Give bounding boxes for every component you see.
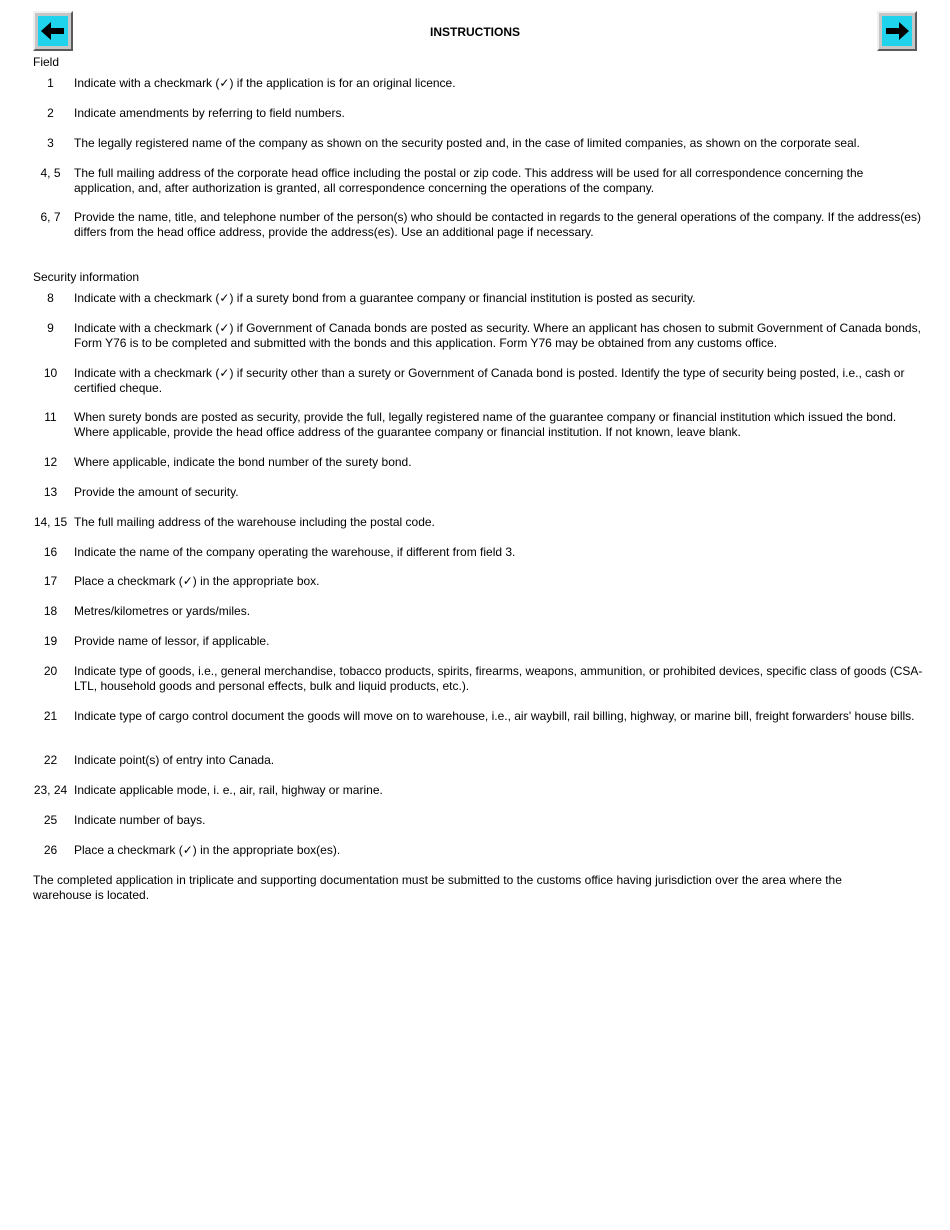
field-item-18 bbox=[33, 604, 923, 619]
field-description: Provide the amount of security. bbox=[74, 485, 239, 499]
field-number: 26 bbox=[43, 843, 58, 857]
field-item-21 bbox=[33, 709, 923, 724]
forward-button-face bbox=[882, 16, 912, 46]
field-description: Indicate with a checkmark (✓) if Government of Canada bonds are posted as security. Where an applicant has chosen to submit Government of Canada bonds, Form Y76 is to be completed and submitted with the bonds and this application. Form Y76 may be obtained from any customs office. bbox=[74, 321, 921, 350]
field-number: 19 bbox=[43, 634, 58, 648]
field-item-1 bbox=[33, 76, 923, 91]
field-item-26 bbox=[33, 843, 923, 858]
field-item-11 bbox=[33, 410, 923, 440]
field-description: Metres/kilometres or yards/miles. bbox=[74, 604, 251, 618]
field-description: Indicate the name of the company operating the warehouse, if different from field 3. bbox=[74, 545, 516, 559]
field-number: 3 bbox=[47, 136, 54, 150]
field-number: 21 bbox=[43, 709, 58, 723]
security-section-heading: Security information bbox=[33, 270, 140, 284]
field-number: 12 bbox=[43, 455, 58, 469]
field-number: 20 bbox=[43, 664, 58, 678]
field-description: Indicate with a checkmark (✓) if security other than a surety or Government of Canada bond is posted. Identify the type of security being posted, i.e., cash or certified cheque. bbox=[74, 366, 905, 395]
field-number: 9 bbox=[47, 321, 54, 335]
field-item-6-7 bbox=[33, 210, 923, 240]
field-item-12 bbox=[33, 455, 923, 470]
field-description: Indicate with a checkmark (✓) if the application is for an original licence. bbox=[74, 76, 456, 90]
field-item-19 bbox=[33, 634, 923, 649]
field-number: 1 bbox=[47, 76, 54, 90]
field-number: 23, 24 bbox=[33, 783, 68, 797]
arrow-right-icon bbox=[884, 20, 910, 42]
field-item-10 bbox=[33, 366, 923, 396]
field-description: Indicate type of goods, i.e., general merchandise, tobacco products, spirits, firearms, weapons, ammunition, or prohibited devices, specific class of goods (CSA-LTL, household goods and personal effects, bulk and liquid products, etc.). bbox=[74, 664, 923, 693]
field-number: 16 bbox=[43, 545, 58, 559]
field-number: 25 bbox=[43, 813, 58, 827]
field-number: 18 bbox=[43, 604, 58, 618]
field-number: 17 bbox=[43, 574, 58, 588]
forward-button[interactable] bbox=[877, 11, 917, 51]
field-item-16 bbox=[33, 545, 923, 560]
field-number: 10 bbox=[43, 366, 58, 380]
field-number: 4, 5 bbox=[40, 166, 61, 180]
field-description: Provide the name, title, and telephone number of the person(s) who should be contacted in regards to the general operations of the company. If the address(es) differs from the head office address, provide the address(es). Use an additional page if necessary. bbox=[74, 210, 921, 239]
page-title: INSTRUCTIONS bbox=[430, 25, 520, 39]
field-number: 22 bbox=[43, 753, 58, 767]
field-item-22 bbox=[33, 753, 923, 768]
field-item-13 bbox=[33, 485, 923, 500]
field-description: The full mailing address of the warehouse including the postal code. bbox=[74, 515, 435, 529]
field-item-4-5 bbox=[33, 166, 923, 196]
closing-paragraph: The completed application in triplicate and supporting documentation must be submitted to the customs office having jurisdiction over the area where the warehouse is located. bbox=[33, 873, 842, 902]
field-description: The legally registered name of the company as shown on the security posted and, in the case of limited companies, as shown on the corporate seal. bbox=[74, 136, 860, 150]
field-section-heading: Field bbox=[33, 55, 60, 69]
field-item-8 bbox=[33, 291, 923, 306]
field-description: The full mailing address of the corporate head office including the postal or zip code. This address will be used for all correspondence concerning the application, and, after authorization is granted, all correspondence concerning the operations of the company. bbox=[74, 166, 864, 195]
field-description: Indicate with a checkmark (✓) if a surety bond from a guarantee company or financial institution is posted as security. bbox=[74, 291, 696, 305]
field-description: Where applicable, indicate the bond number of the surety bond. bbox=[74, 455, 412, 469]
field-number: 6, 7 bbox=[40, 210, 61, 224]
field-number: 2 bbox=[47, 106, 54, 120]
field-description: Indicate amendments by referring to field numbers. bbox=[74, 106, 345, 120]
field-number: 8 bbox=[47, 291, 54, 305]
field-description: Indicate type of cargo control document the goods will move on to warehouse, i.e., air waybill, rail billing, highway, or marine bill, freight forwarders' house bills. bbox=[74, 709, 915, 723]
field-description: Indicate point(s) of entry into Canada. bbox=[74, 753, 275, 767]
field-description: Indicate applicable mode, i. e., air, rail, highway or marine. bbox=[74, 783, 383, 797]
field-description: Indicate number of bays. bbox=[74, 813, 206, 827]
field-number: 14, 15 bbox=[33, 515, 68, 529]
field-item-2 bbox=[33, 106, 923, 121]
field-number: 11 bbox=[44, 410, 57, 424]
field-item-20 bbox=[33, 664, 923, 694]
field-number: 13 bbox=[43, 485, 58, 499]
field-description: Place a checkmark (✓) in the appropriate box. bbox=[74, 574, 320, 588]
field-item-14-15 bbox=[33, 515, 923, 530]
field-description: Place a checkmark (✓) in the appropriate box(es). bbox=[74, 843, 341, 857]
field-item-9 bbox=[33, 321, 923, 351]
field-description: Provide name of lessor, if applicable. bbox=[74, 634, 270, 648]
field-item-25 bbox=[33, 813, 923, 828]
field-description: When surety bonds are posted as security, provide the full, legally registered name of the guarantee company or financial institution which issued the bond. Where applicable, provide the head office address of the guarantee company or financial institution. If not known, leave blank. bbox=[74, 410, 897, 439]
field-item-23-24 bbox=[33, 783, 923, 798]
field-item-3 bbox=[33, 136, 923, 151]
field-item-17 bbox=[33, 574, 923, 589]
